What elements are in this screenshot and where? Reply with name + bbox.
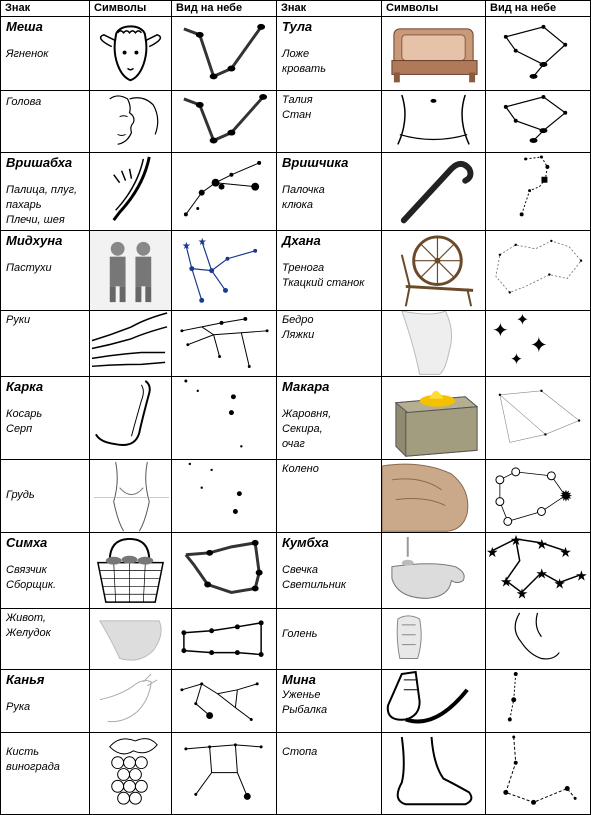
symbol-cell — [90, 733, 172, 815]
aries-constellation — [172, 17, 276, 90]
sky-cell — [486, 17, 591, 91]
svg-text:★: ★ — [515, 585, 529, 602]
sign-cell — [277, 230, 382, 310]
oil-lamp-picture — [382, 533, 485, 608]
thigh-picture — [382, 311, 485, 375]
leo-constellation — [172, 533, 276, 608]
sign-cell — [277, 609, 382, 669]
basket-picture — [90, 533, 171, 608]
lamb-head-picture — [90, 17, 171, 90]
walking-stick-picture — [382, 153, 485, 230]
cancer-constellation — [172, 377, 276, 459]
sign-cell — [1, 152, 90, 230]
sign-desc: Светильник — [282, 579, 347, 592]
sign-desc: Колено — [282, 462, 319, 475]
sign-desc: Косарь — [6, 407, 43, 420]
sky-cell — [172, 230, 277, 310]
sky-cell — [172, 733, 277, 815]
table-row — [1, 91, 591, 152]
header-sign: Знак — [1, 1, 90, 17]
sign-desc: Рука — [6, 700, 31, 713]
table-row — [1, 152, 591, 230]
table-row — [1, 609, 591, 669]
sign-name: Дхана — [282, 232, 321, 248]
sign-name: Вришабха — [6, 154, 73, 170]
sign-desc: пахарь — [6, 198, 42, 211]
sky-cell — [172, 669, 277, 732]
knee-picture — [382, 460, 485, 532]
sign-name: Симха — [6, 535, 48, 551]
sign-name: Кумбха — [282, 535, 329, 551]
sky-cell — [172, 17, 277, 91]
sagittarius-constellation — [486, 231, 590, 310]
symbol-cell — [90, 311, 172, 376]
svg-text:★: ★ — [509, 533, 523, 548]
sign-desc: Голень — [282, 628, 318, 641]
header-sky-view: Вид на небе — [172, 1, 277, 17]
symbol-cell — [382, 17, 486, 91]
sign-cell — [1, 669, 90, 732]
table-row — [1, 311, 591, 376]
sign-desc: Ткацкий станок — [282, 276, 365, 289]
sign-desc: Секира, — [282, 422, 323, 435]
sign-desc: Серп — [6, 422, 33, 435]
sign-name: Тула — [282, 19, 313, 34]
sky-cell — [486, 230, 591, 310]
svg-text:★: ★ — [575, 567, 588, 584]
sign-cell — [1, 376, 90, 459]
sky-cell — [172, 459, 277, 532]
sign-desc: Грудь — [6, 488, 35, 501]
sign-cell — [277, 152, 382, 230]
thigh-sky-constellation — [486, 311, 590, 375]
capricorn-constellation — [486, 377, 590, 459]
svg-text:✦: ✦ — [509, 351, 524, 369]
sign-cell — [1, 230, 90, 310]
svg-text:✦: ✦ — [515, 312, 529, 330]
chest-picture — [90, 460, 171, 532]
symbol-cell — [382, 733, 486, 815]
sign-cell — [277, 533, 382, 609]
libra-constellation — [486, 17, 590, 90]
sign-desc: Палица, плуг, — [6, 183, 78, 196]
sign-desc: Палочка — [282, 183, 325, 196]
sky-cell — [172, 609, 277, 669]
sign-desc: Тренога — [282, 261, 325, 274]
sky-cell — [172, 376, 277, 459]
sky-cell — [486, 91, 591, 152]
sign-desc: Ложе — [282, 48, 310, 60]
symbol-cell — [90, 91, 172, 152]
shin-sky-outline — [486, 609, 590, 668]
libra-constellation — [486, 91, 590, 151]
symbol-cell — [382, 311, 486, 376]
sign-name: Мидхуна — [6, 232, 63, 248]
table-row — [1, 230, 591, 310]
symbol-cell — [90, 230, 172, 310]
scorpio-constellation — [486, 153, 590, 230]
header-symbols: Символы — [90, 1, 172, 17]
svg-text:★: ★ — [486, 543, 499, 560]
sign-desc: Стан — [282, 109, 312, 122]
sign-cell — [1, 459, 90, 532]
sign-name: Канья — [6, 671, 45, 687]
svg-text:★: ★ — [181, 240, 191, 252]
header-sky-view-2: Вид на небе — [486, 1, 591, 17]
shin-picture — [382, 609, 485, 668]
sign-cell — [277, 91, 382, 152]
aquarius-constellation — [486, 533, 590, 608]
sky-cell — [486, 533, 591, 609]
sign-desc: Уженье — [282, 688, 321, 701]
gemini-sky-constellation — [172, 311, 276, 375]
stomach-picture — [90, 609, 171, 668]
foot-picture — [382, 733, 485, 814]
sign-desc: Желудок — [6, 627, 51, 640]
sign-cell — [277, 376, 382, 459]
svg-text:★: ★ — [553, 575, 566, 592]
waist-picture — [382, 91, 485, 151]
symbol-cell — [90, 152, 172, 230]
pisces-sky-constellation — [486, 733, 590, 814]
symbol-cell — [90, 17, 172, 91]
sky-cell — [486, 669, 591, 732]
sign-desc: Бедро — [282, 314, 314, 327]
sign-name: Мина — [282, 671, 316, 687]
cancer-constellation — [172, 460, 276, 532]
symbol-cell — [382, 376, 486, 459]
table-row — [1, 459, 591, 532]
sign-desc: очаг — [282, 437, 305, 450]
virgo-constellation — [172, 670, 276, 732]
sign-cell — [277, 311, 382, 376]
header-symbols-2: Символы — [382, 1, 486, 17]
svg-text:★: ★ — [559, 543, 572, 560]
sign-cell — [1, 91, 90, 152]
sky-cell — [486, 609, 591, 669]
sign-desc: винограда — [6, 761, 60, 774]
sign-cell — [277, 733, 382, 815]
sky-cell — [486, 459, 591, 532]
leo-sky-constellation — [172, 609, 276, 668]
table-row — [1, 533, 591, 609]
fishing-net-picture — [382, 670, 485, 732]
svg-text:★: ★ — [499, 573, 513, 590]
svg-text:✦: ✦ — [491, 319, 509, 342]
bed-picture — [382, 17, 485, 90]
brazier-picture — [382, 377, 485, 459]
symbol-cell — [90, 609, 172, 669]
symbol-cell — [382, 152, 486, 230]
sky-cell — [486, 733, 591, 815]
symbol-cell — [382, 533, 486, 609]
arms-picture — [90, 311, 171, 375]
symbol-cell — [382, 91, 486, 152]
aries-constellation — [172, 91, 276, 151]
symbol-cell — [382, 609, 486, 669]
svg-text:★: ★ — [197, 236, 207, 248]
sign-name: Вришчика — [282, 154, 349, 170]
sign-name: Карка — [6, 378, 44, 394]
sign-desc: кровать — [282, 63, 326, 75]
sign-name: Меша — [6, 19, 43, 34]
sign-desc: Кисть — [6, 746, 40, 759]
sign-desc: Голова — [6, 96, 42, 109]
header-sign-2: Знак — [277, 1, 382, 17]
symbol-cell — [90, 533, 172, 609]
sky-cell — [172, 91, 277, 152]
plough-picture — [90, 153, 171, 230]
symbol-cell — [90, 459, 172, 532]
symbol-cell — [382, 230, 486, 310]
taurus-constellation — [172, 153, 276, 230]
table-row — [1, 376, 591, 459]
header-row — [1, 1, 591, 17]
hand-picture — [90, 670, 171, 732]
sky-cell — [172, 533, 277, 609]
sickle-picture — [90, 377, 171, 459]
sign-name: Макара — [282, 378, 330, 394]
table-row — [1, 669, 591, 732]
sign-desc: Пастухи — [6, 261, 52, 274]
sky-cell — [486, 376, 591, 459]
svg-text:✹: ✹ — [559, 488, 573, 506]
sign-desc: Жаровня, — [282, 407, 332, 420]
sign-cell — [277, 459, 382, 532]
sign-cell — [1, 311, 90, 376]
sky-cell — [172, 152, 277, 230]
svg-text:✦: ✦ — [529, 332, 548, 358]
sign-desc: Руки — [6, 314, 31, 327]
sky-cell — [172, 311, 277, 376]
grapes-picture — [90, 733, 171, 814]
spinning-wheel-picture — [382, 231, 485, 310]
sign-desc: Ляжки — [282, 329, 315, 342]
sign-cell — [1, 733, 90, 815]
sky-cell — [486, 152, 591, 230]
head-picture — [90, 91, 171, 151]
svg-text:★: ★ — [535, 565, 548, 582]
sign-desc: Рыбалка — [282, 703, 328, 716]
sign-cell — [1, 609, 90, 669]
symbol-cell — [90, 376, 172, 459]
capricorn-sky-constellation — [486, 460, 590, 532]
sign-desc: Свечка — [282, 564, 318, 577]
virgo-sky-constellation — [172, 733, 276, 814]
table-row — [1, 733, 591, 815]
svg-text:★: ★ — [535, 535, 548, 552]
sky-cell — [486, 311, 591, 376]
sign-cell — [1, 533, 90, 609]
sign-desc: Живот, — [6, 612, 46, 625]
symbol-cell — [382, 669, 486, 732]
sign-desc: Связчик — [6, 564, 47, 577]
table-row — [1, 17, 591, 91]
gemini-constellation — [172, 231, 276, 310]
sign-cell — [277, 669, 382, 732]
pisces-constellation — [486, 670, 590, 732]
sign-desc: Плечи, шея — [6, 213, 65, 226]
sign-desc: Талия — [282, 94, 313, 107]
sign-desc: клюка — [282, 198, 313, 211]
symbol-cell — [382, 459, 486, 532]
sign-cell — [277, 17, 382, 91]
sign-desc: Сборщик. — [6, 579, 57, 592]
shepherds-picture — [90, 231, 171, 310]
sign-cell — [1, 17, 90, 91]
sign-desc: Стопа — [282, 746, 318, 759]
symbol-cell — [90, 669, 172, 732]
sign-desc: Ягненок — [6, 48, 49, 60]
